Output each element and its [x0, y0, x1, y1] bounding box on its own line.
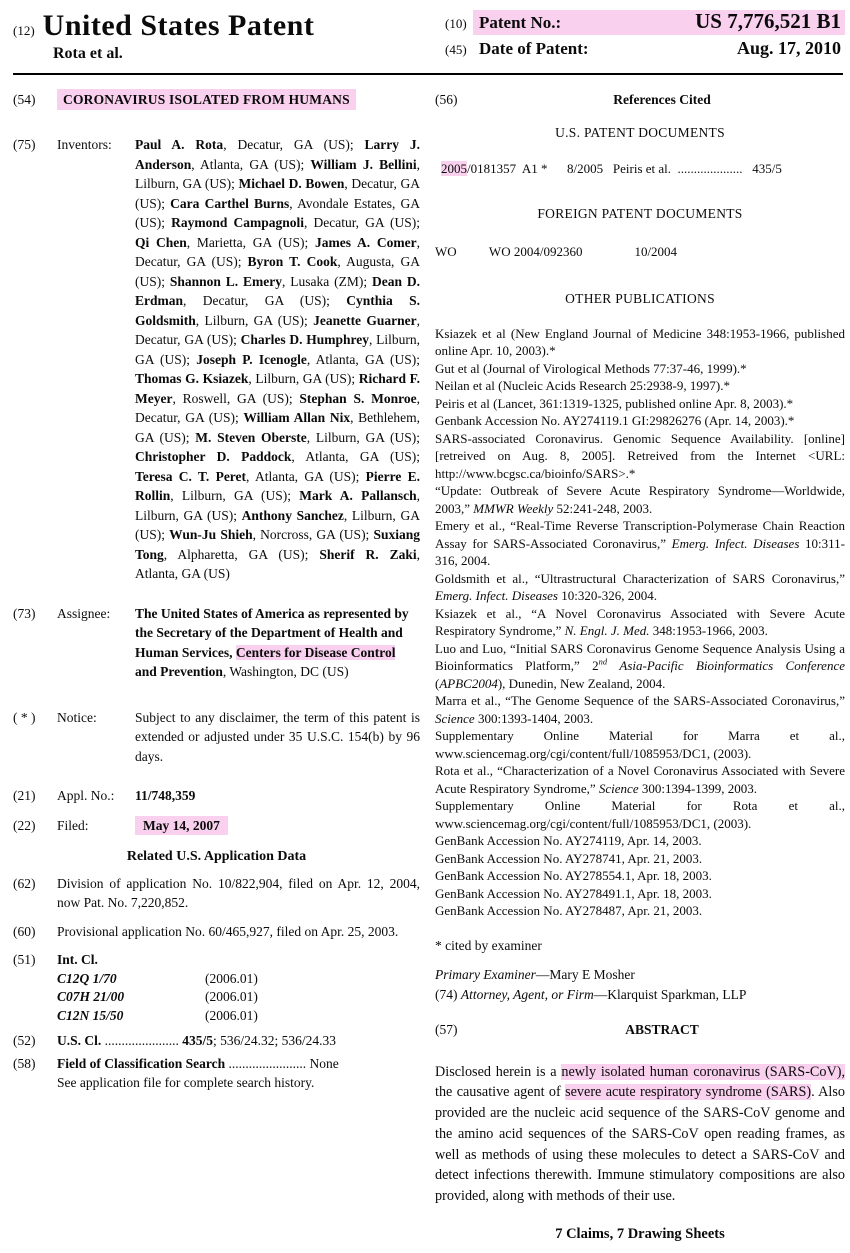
field-code-58: (58): [13, 1055, 36, 1071]
us-cl-line: U.S. Cl. ...................... 435/5; 536/24.32; 536/24.33: [57, 1033, 337, 1048]
notice-label: Notice:: [57, 709, 97, 725]
field-code-60: (60): [13, 923, 36, 939]
filed-date-value: May 14, 2007: [135, 816, 420, 836]
division-section: [13, 874, 420, 913]
field-code-56: (56): [435, 91, 458, 107]
patent-header: [13, 8, 845, 64]
assignee-section: [13, 604, 420, 682]
patent-number-label: Patent No.:: [479, 13, 562, 32]
notice-section: [13, 708, 420, 767]
patent-date-label: Date of Patent:: [479, 38, 589, 58]
field-of-search-note: See application file for complete search history.: [57, 1075, 315, 1090]
foreign-patent-document-row: WO WO 2004/092360 10/2004: [435, 243, 678, 259]
field-code-10: (10): [445, 16, 467, 31]
publication-entry: Ksiazek et al (New England Journal of Medicine 348:1953-1966, published online Apr. 10, 2003).*: [435, 325, 845, 358]
document-title: United States Patent: [42, 9, 315, 42]
field-code-75: (75): [13, 137, 36, 152]
application-number-label: Appl. No.:: [57, 788, 115, 803]
int-cl-section: [13, 950, 420, 1025]
field-code-22: (22): [13, 817, 36, 833]
publication-entry: Genbank Accession No. AY274119.1 GI:29826276 (Apr. 14, 2003).*: [435, 413, 795, 428]
header-right: [445, 8, 845, 62]
publication-entry: Gut et al (Journal of Virological Methods 77:37-46, 1999).*: [435, 360, 747, 376]
publication-entry: SARS-associated Coronavirus. Genomic Sequence Availability. [online] [retreived on Aug. 8, 2005]. Retreived from the Internet <URL: http://www.bcgsc.ca/bioinfo/SARS>.*: [435, 430, 845, 481]
division-text: Division of application No. 10/822,904, filed on Apr. 12, 2004, now Pat. No. 7,220,852.: [57, 875, 420, 910]
publication-entry: GenBank Accession No. AY278491.1, Apr. 18, 2003.: [435, 885, 712, 901]
us-patent-document-row: 2005/0181357 A1 * 8/2005 Peiris et al. .................... 435/5: [441, 160, 782, 176]
inventors-label: Inventors:: [57, 137, 112, 152]
field-code-73: (73): [13, 605, 36, 621]
publication-entry: “Update: Outbreak of Severe Acute Respiratory Syndrome—Worldwide, 2003,” MMWR Weekly 52:241-248, 2003.: [435, 483, 845, 516]
field-of-search-line: Field of Classification Search ....................... None: [57, 1055, 339, 1071]
int-cl-version: (2006.01): [205, 1007, 258, 1023]
publication-entry: GenBank Accession No. AY278741, Apr. 21, 2003.: [435, 850, 703, 866]
header-left: [13, 8, 314, 64]
inventors-section: [13, 135, 420, 584]
field-code-57: (57): [435, 1022, 458, 1037]
foreign-patent-documents-heading: FOREIGN PATENT DOCUMENTS: [537, 206, 743, 221]
notice-text: Subject to any disclaimer, the term of this patent is extended or adjusted under 35 U.S.C. 154(b) by 96 days.: [135, 709, 420, 764]
int-cl-label: Int. Cl.: [57, 952, 98, 967]
field-of-search-section: [13, 1054, 420, 1093]
int-cl-code: C12N 15/50: [57, 1007, 124, 1023]
right-column: [435, 90, 845, 1245]
assignee-label: Assignee:: [57, 605, 111, 621]
abstract-section: [435, 1020, 845, 1040]
filed-date-section: [13, 816, 420, 836]
field-code-asterisk: ( * ): [13, 709, 36, 725]
field-code-54: (54): [13, 91, 36, 107]
references-cited-heading: References Cited: [613, 91, 711, 107]
invention-title: CORONAVIRUS ISOLATED FROM HUMANS: [57, 90, 420, 110]
publication-entry: Emery et al., “Real-Time Reverse Transcription-Polymerase Chain Reaction Assay for SARS-Associated Coronavirus,” Emerg. Infect. Diseases 10:311-316, 2004.: [435, 518, 845, 568]
publication-entry: Supplementary Online Material for Rota et al., www.sciencemag.org/cgi/content/full/1085953/DC1, (2003).: [435, 798, 845, 831]
publication-entry: Supplementary Online Material for Marra et al., www.sciencemag.org/cgi/content/full/1085953/DC1, (2003).: [435, 728, 845, 761]
patent-date-value: Aug. 17, 2010: [736, 37, 841, 58]
left-column: [13, 90, 420, 1245]
kind-code-12: (12): [13, 23, 35, 38]
publication-entry: Peiris et al (Lancet, 361:1319-1325, published online Apr. 8, 2003).*: [435, 395, 794, 411]
cited-by-examiner-note: * cited by examiner: [435, 937, 542, 953]
publication-entry: Rota et al., “Characterization of a Novel Coronavirus Associated with Severe Acute Respiratory Syndrome,” Science 300:1394-1399, 2003.: [435, 763, 845, 796]
publication-entry: GenBank Accession No. AY278487, Apr. 21, 2003.: [435, 903, 703, 918]
publication-entry: Marra et al., “The Genome Sequence of the SARS-Associated Coronavirus,” Science 300:1393-1404, 2003.: [435, 693, 845, 726]
field-code-21: (21): [13, 788, 36, 803]
int-cl-row: [57, 1007, 420, 1026]
application-number-value: 11/748,359: [135, 788, 196, 803]
related-application-heading: Related U.S. Application Data: [126, 849, 307, 864]
int-cl-version: (2006.01): [205, 970, 258, 986]
patent-number-value: US 7,776,521 B1: [695, 9, 841, 33]
abstract-text: Disclosed herein is a newly isolated human coronavirus (SARS-CoV), the causative agent of severe acute respiratory syndrome (SARS). Also provided are the nucleic acid sequence of the SARS-CoV genome and the amino acid sequences of the SARS-CoV open reading frames, as well as methods of using these molecules to detect a SARS-CoV and detect infections therewith. Immune stimulatory compositions are also provided, along with methods of their use.: [435, 1063, 845, 1205]
other-publications-heading: OTHER PUBLICATIONS: [565, 291, 715, 306]
int-cl-table: [57, 970, 420, 1026]
claims-sheets-line: 7 Claims, 7 Drawing Sheets: [555, 1226, 725, 1243]
publication-entry: GenBank Accession No. AY278554.1, Apr. 18, 2003.: [435, 868, 712, 883]
int-cl-code: C07H 21/00: [57, 989, 125, 1004]
references-cited-section: [435, 90, 845, 110]
field-code-45: (45): [445, 41, 467, 57]
publication-entry: Neilan et al (Nucleic Acids Research 25:2938-9, 1997).*: [435, 378, 730, 393]
field-code-52: (52): [13, 1033, 36, 1048]
patent-date-row: [473, 37, 845, 61]
first-inventor-line: Rota et al.: [53, 45, 123, 62]
int-cl-version: (2006.01): [205, 989, 258, 1004]
application-number-section: [13, 786, 420, 806]
header-divider: [13, 73, 843, 75]
publication-entry: GenBank Accession No. AY274119, Apr. 14, 2003.: [435, 833, 702, 848]
publication-entry: Ksiazek et al., “A Novel Coronavirus Associated with Severe Acute Respiratory Syndrome,” N. Engl. J. Med. 348:1953-1966, 2003.: [435, 605, 845, 638]
patent-number-row: [473, 10, 845, 35]
us-patent-documents-heading: U.S. PATENT DOCUMENTS: [555, 125, 725, 140]
int-cl-row: [57, 988, 420, 1007]
invention-title-section: [13, 90, 420, 110]
primary-examiner-line: Primary Examiner—Mary E Mosher: [435, 967, 635, 982]
inventors-list: Paul A. Rota, Decatur, GA (US); Larry J. Anderson, Atlanta, GA (US); William J. Bellini, Lilburn, GA (US); Michael D. Bowen, Decatur, GA (US); Cara Carthel Burns, Avondale Estates, GA (US); Raymond Campagnoli, Decatur, GA (US); Qi Chen, Marietta, GA (US); James A. Comer, Decatur, GA (US); Byron T. Cook, Augusta, GA (US); Shannon L. Emery, Lusaka (ZM); Dean D. Erdman, Decatur, GA (US); Cynthia S. Goldsmith, Lilburn, GA (US); Jeanette Guarner, Decatur, GA (US); Charles D. Humphrey, Lilburn, GA (US); Joseph P. Icenogle, Atlanta, GA (US); Thomas G. Ksiazek, Lilburn, GA (US); Richard F. Meyer, Roswell, GA (US); Stephan S. Monroe, Decatur, GA (US); William Allan Nix, Bethlehem, GA (US); M. Steven Oberste, Lilburn, GA (US); Christopher D. Paddock, Atlanta, GA (US); Teresa C. T. Peret, Atlanta, GA (US); Pierre E. Rollin, Lilburn, GA (US); Mark A. Pallansch, Lilburn, GA (US); Anthony Sanchez, Lilburn, GA (US); Wun-Ju Shieh, Norcross, GA (US); Suxiang Tong, Alpharetta, GA (US); Sherif R. Zaki, Atlanta, GA (US): [135, 137, 421, 581]
attorney-line: (74) Attorney, Agent, or Firm—Klarquist Sparkman, LLP: [435, 986, 747, 1002]
int-cl-code: C12Q 1/70: [57, 970, 117, 986]
us-cl-section: [13, 1031, 420, 1051]
filed-label: Filed:: [57, 817, 89, 833]
provisional-section: [13, 922, 420, 942]
publications-list: [435, 325, 845, 920]
examiner-block: [435, 965, 845, 1004]
publication-entry: Luo and Luo, “Initial SARS Coronavirus Genome Sequence Analysis Using a Bioinformatics Platform,” 2nd Asia-Pacific Bioinformatics Conference (APBC2004), Dunedin, New Zealand, 2004.: [435, 640, 845, 691]
publication-entry: Goldsmith et al., “Ultrastructural Characterization of SARS Coronavirus,” Emerg. Infect. Diseases 10:320-326, 2004.: [435, 570, 845, 603]
abstract-heading: ABSTRACT: [625, 1022, 699, 1037]
int-cl-row: [57, 970, 420, 989]
field-code-62: (62): [13, 875, 36, 891]
provisional-text: Provisional application No. 60/465,927, filed on Apr. 25, 2003.: [57, 923, 399, 939]
assignee-value: The United States of America as represented by the Secretary of the Department of Health and Human Services, Centers for Disease Control and Prevention, Washington, DC (US): [135, 605, 409, 679]
field-code-51: (51): [13, 952, 36, 967]
